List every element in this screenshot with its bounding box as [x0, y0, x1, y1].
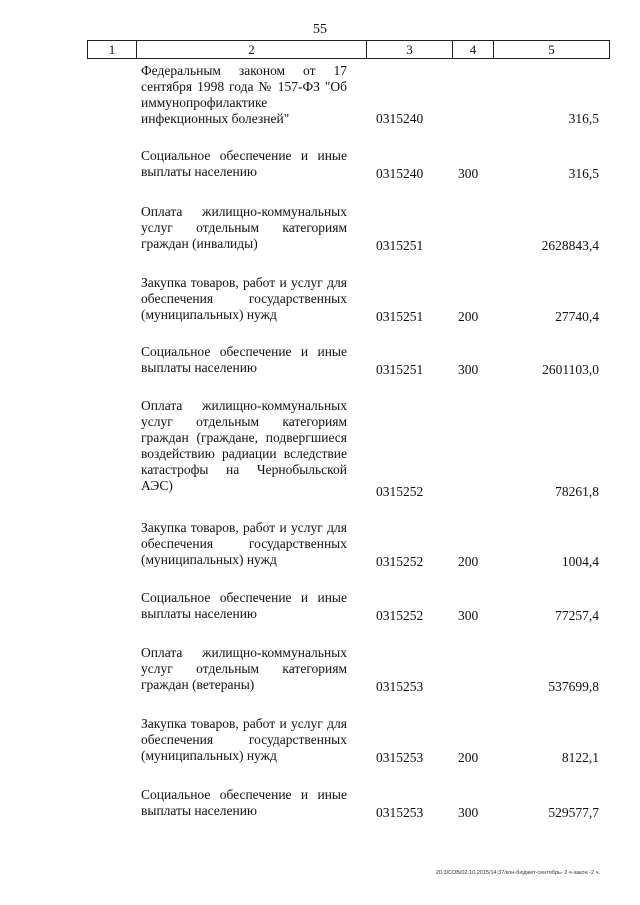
row-name: Оплата жилищно-коммунальных услуг отдельным категориям граждан (ветераны): [141, 645, 347, 692]
row-code: 0315253: [376, 679, 424, 694]
row-code: 0315252: [376, 484, 424, 499]
row-code: 0315251: [376, 238, 424, 253]
row-name: Оплата жилищно-коммунальных услуг отдельным категориям граждан (граждане, подвергшиеся воздействию радиации вследствие катастрофы на Чернобыльской АЭС): [141, 398, 347, 493]
row-name: Закупка товаров, работ и услуг для обеспечения государственных (муниципальных) нужд: [141, 716, 347, 763]
table-row: [0, 520, 640, 570]
row-amount: 1004,4: [561, 554, 599, 569]
column-header-1: 1: [87, 40, 137, 59]
column-header-2: 2: [136, 40, 367, 59]
row-code: 0315252: [376, 554, 424, 569]
row-name: Закупка товаров, работ и услуг для обеспечения государственных (муниципальных) нужд: [141, 275, 347, 322]
table-row: [0, 787, 640, 821]
page-number: 55: [313, 22, 327, 37]
table-row: [0, 204, 640, 254]
row-type: 300: [458, 166, 479, 181]
row-amount: 529577,7: [548, 805, 599, 820]
row-name: Социальное обеспечение и иные выплаты населению: [141, 787, 347, 818]
table-row: [0, 590, 640, 624]
row-amount: 8122,1: [561, 750, 599, 765]
row-type: 200: [458, 554, 479, 569]
row-amount: 2601103,0: [542, 362, 599, 377]
table-row: [0, 275, 640, 325]
row-code: 0315253: [376, 805, 424, 820]
table-row: [0, 645, 640, 695]
row-amount: 2628843,4: [541, 238, 599, 253]
document-footer: 20.3/СОВ/02.10.2015/14:37/кон-бюджет-сентябрь- 2 ч-закон -2 ч.: [435, 870, 600, 876]
row-code: 0315253: [376, 750, 424, 765]
row-type: 200: [458, 309, 479, 324]
row-amount: 537699,8: [548, 679, 599, 694]
row-amount: 78261,8: [555, 484, 599, 499]
row-amount: 27740,4: [555, 309, 599, 324]
row-code: 0315251: [376, 309, 424, 324]
row-code: 0315240: [376, 166, 424, 181]
row-amount: 316,5: [568, 166, 599, 181]
row-type: 300: [458, 608, 479, 623]
column-header-3: 3: [366, 40, 453, 59]
table-row: [0, 398, 640, 500]
table-row: [0, 344, 640, 378]
table-row: [0, 148, 640, 182]
row-name: Закупка товаров, работ и услуг для обеспечения государственных (муниципальных) нужд: [141, 520, 347, 567]
row-name: Социальное обеспечение и иные выплаты населению: [141, 590, 347, 621]
column-header-5: 5: [493, 40, 610, 59]
row-amount: 77257,4: [555, 608, 599, 623]
table-row: [0, 716, 640, 766]
row-type: 300: [458, 805, 479, 820]
row-name: Оплата жилищно-коммунальных услуг отдельным категориям граждан (инвалиды): [141, 204, 347, 251]
row-code: 0315240: [376, 111, 424, 126]
row-name: Социальное обеспечение и иные выплаты населению: [141, 148, 347, 179]
row-name: Социальное обеспечение и иные выплаты населению: [141, 344, 347, 375]
column-header-4: 4: [452, 40, 494, 59]
row-code: 0315252: [376, 608, 424, 623]
row-type: 200: [458, 750, 479, 765]
row-type: 300: [458, 362, 479, 377]
row-amount: 316,5: [568, 111, 599, 126]
table-row: [0, 63, 640, 127]
row-name: Федеральным законом от 17 сентября 1998 года № 157-ФЗ "Об иммунопрофилактике инфекционных болезней": [141, 63, 347, 126]
row-code: 0315251: [376, 362, 424, 377]
